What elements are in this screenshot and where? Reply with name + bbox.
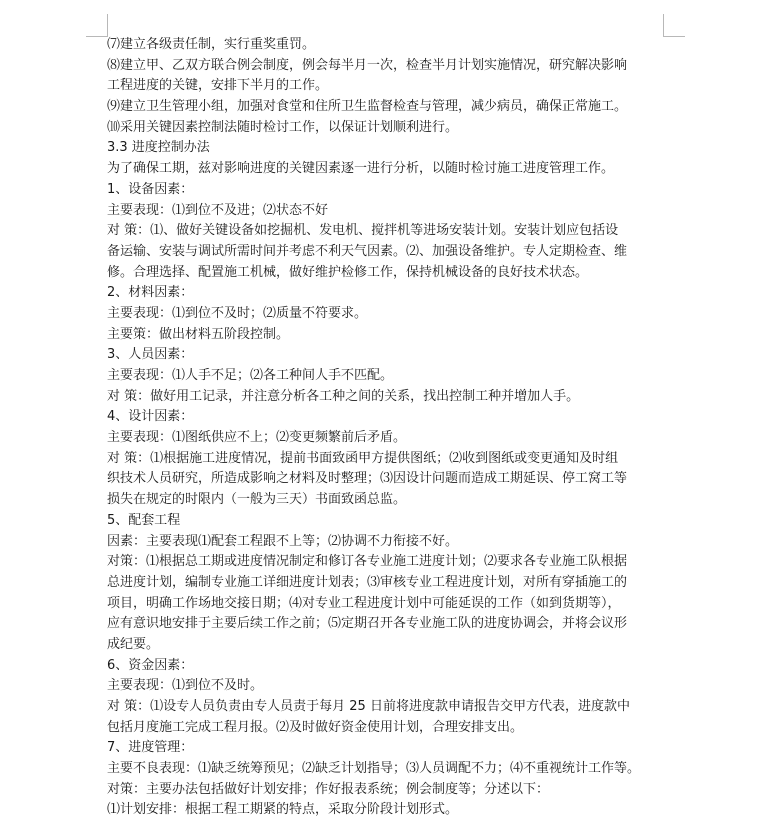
- crop-mark-top-left-v: [107, 14, 108, 36]
- text-line: 为了确保工期，兹对影响进度的关键因素逐一进行分析，以随时检讨施工进度管理工作。: [107, 161, 615, 177]
- crop-mark-top-left-h: [86, 36, 108, 37]
- text-line: 对 策：⑴、做好关键设备如挖掘机、发电机、搅拌机等进场安装计划。安装计划应包括设: [107, 223, 619, 239]
- subsection-heading: 7、进度管理：: [107, 740, 194, 756]
- text-line: 主要策：做出材料五阶段控制。: [107, 326, 290, 342]
- text-line: 总进度计划，编制专业施工详细进度计划表；⑶审核专业工程进度计划，对所有穿插施工的: [107, 574, 628, 590]
- text-line: 对 策：⑴根据施工进度情况，提前书面致函甲方提供图纸；⑵收到图纸或变更通知及时组: [107, 450, 619, 466]
- text-line: 工程进度的关键，安排下半月的工作。: [107, 78, 329, 94]
- crop-mark-top-right-v: [663, 14, 664, 36]
- text-line: ⑽采用关键因素控制法随时检讨工作，以保证计划顺利进行。: [107, 119, 459, 135]
- text-line: 对 策：⑴设专人员负责由专人员责于每月 25 日前将进度款申请报告交甲方代表，进度款中: [107, 699, 630, 714]
- text-line: 项目，明确工作场地交接日期；⑷对专业工程进度计划中可能延误的工作（如到货期等），: [107, 595, 621, 611]
- text-line: ⑺建立各级责任制，实行重奖重罚。: [107, 37, 316, 52]
- document-body: [107, 35, 667, 821]
- text-line: 包括月度施工完成工程月报。⑵及时做好资金使用计划，合理安排支出。: [107, 719, 524, 735]
- text-line: 主要表现：⑴图纸供应不上；⑵变更频繁前后矛盾。: [107, 430, 407, 446]
- text-line: 备运输、安装与调试所需时间并考虑不利天气因素。⑵、加强设备维护。专人定期检查、维: [107, 243, 628, 259]
- text-line: 因素：主要表现⑴配套工程跟不上等；⑵协调不力衔接不好。: [107, 533, 459, 549]
- text-line: 主要不良表现：⑴缺乏统筹预见；⑵缺乏计划指导；⑶人员调配不力；⑷不重视统计工作等。: [107, 761, 641, 777]
- subsection-heading: 1、设备因素：: [107, 181, 194, 197]
- text-line: ⑴计划安排：根据工程工期紧的特点，采取分阶段计划形式。: [107, 802, 459, 818]
- text-line: 成纪要。: [107, 636, 160, 652]
- text-line: 对 策：做好用工记录，并注意分析各工种之间的关系，找出控制工种并增加人手。: [107, 388, 580, 404]
- text-line: 对策：主要办法包括做好计划安排；作好报表系统；例会制度等；分述以下：: [107, 781, 550, 797]
- text-line: 主要表现：⑴人手不足；⑵各工种间人手不匹配。: [107, 368, 394, 383]
- text-line: 织技术人员研究，所造成影响之材料及时整理；⑶因设计问题而造成工期延误、停工窝工等: [107, 471, 628, 487]
- subsection-heading: 6、资金因素：: [107, 657, 194, 673]
- text-line: 主要表现：⑴到位不及时；⑵质量不符要求。: [107, 305, 368, 321]
- section-heading: 3.3 进度控制办法: [107, 140, 210, 156]
- subsection-heading: 4、设计因素：: [107, 409, 194, 425]
- subsection-heading: 2、材料因素：: [107, 285, 194, 301]
- text-line: 损失在规定的时限内（一般为三天）书面致函总监。: [107, 492, 407, 508]
- text-line: ⑻建立甲、乙双方联合例会制度，例会每半月一次，检查半月计划实施情况，研究解决影响: [107, 57, 628, 73]
- text-line: 主要表现：⑴到位不及时。: [107, 678, 264, 694]
- text-line: 应有意识地安排于主要后续工作之前；⑸定期召开各专业施工队的进度协调会，并将会议形: [107, 616, 628, 632]
- text-line: ⑼建立卫生管理小组，加强对食堂和住所卫生监督检查与管理，减少病员，确保正常施工。: [107, 99, 628, 115]
- text-line: 修。合理选择、配置施工机械，做好维护检修工作，保持机械设备的良好技术状态。: [107, 264, 589, 280]
- text-line: 主要表现：⑴到位不及进；⑵状态不好: [107, 202, 329, 218]
- subsection-heading: 5、配套工程: [107, 512, 181, 528]
- subsection-heading: 3、人员因素：: [107, 347, 194, 363]
- text-line: 对策：⑴根据总工期或进度情况制定和修订各专业施工进度计划；⑵要求各专业施工队根据: [107, 554, 628, 570]
